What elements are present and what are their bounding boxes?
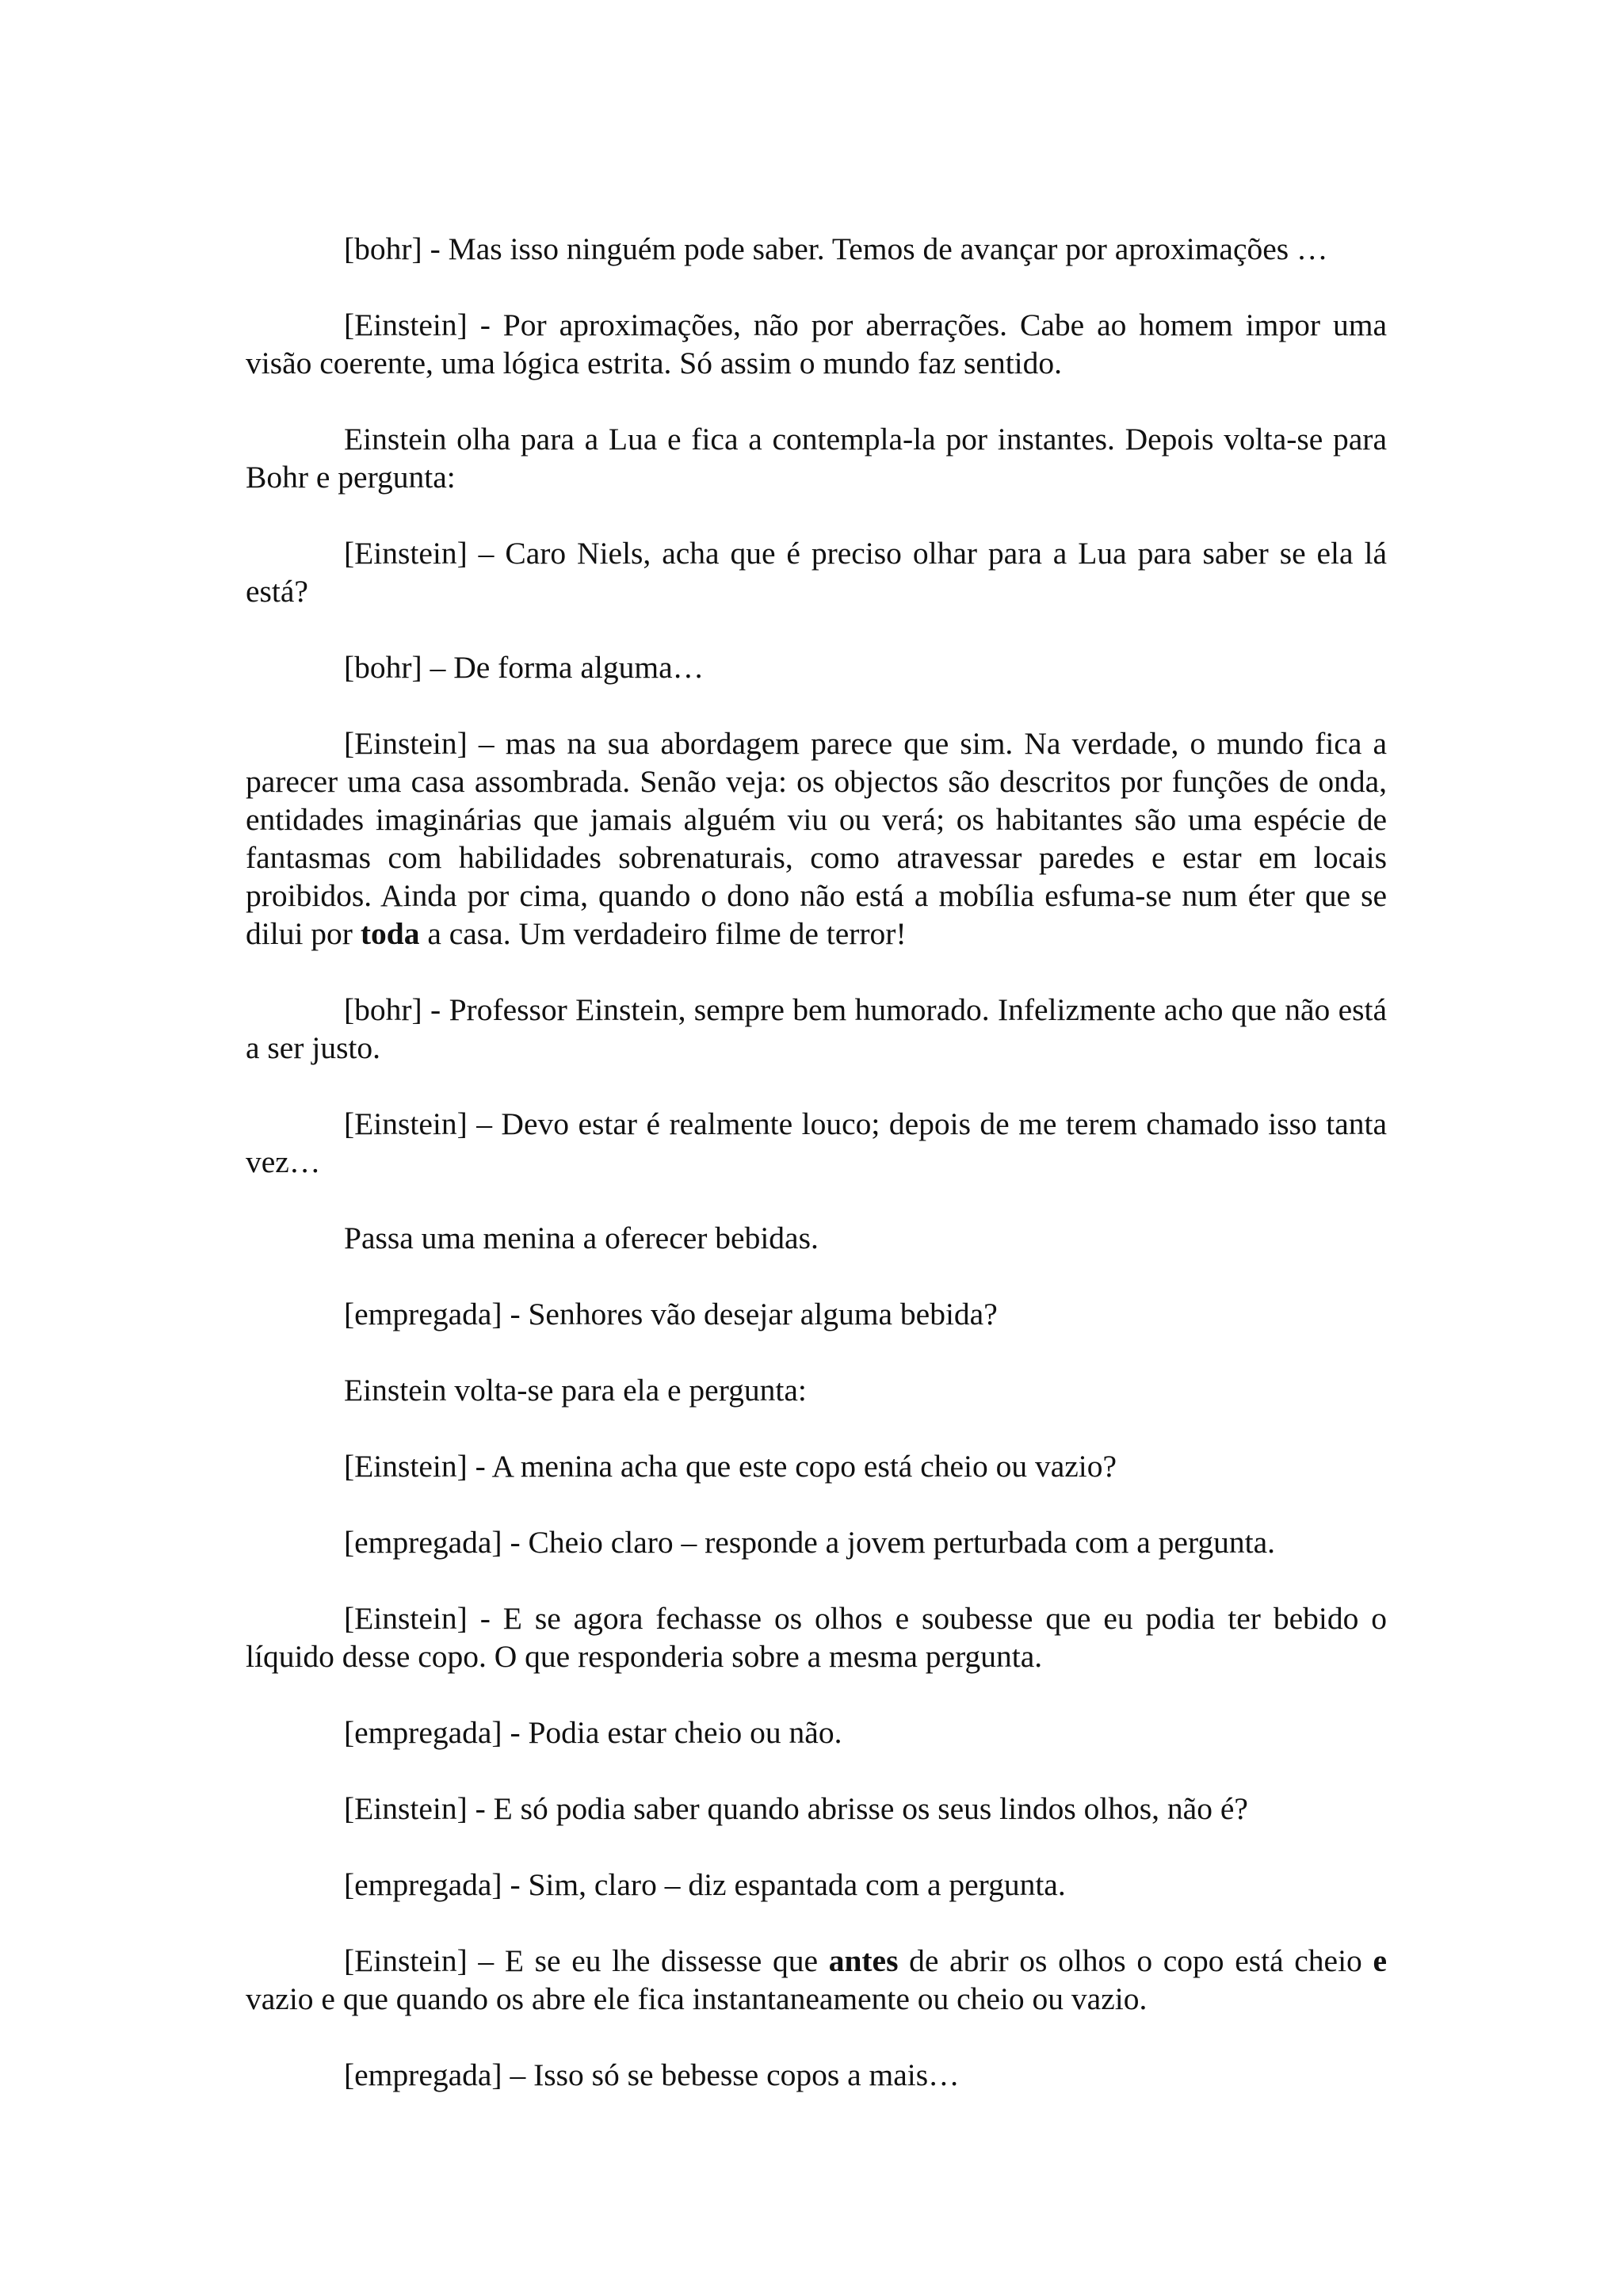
paragraph-text: [Einstein] - E só podia saber quando abrisse os seus lindos olhos, não é? bbox=[344, 1791, 1248, 1826]
bold-text: e bbox=[1373, 1943, 1388, 1978]
paragraph-text: [Einstein] – Devo estar é realmente louco; depois de me terem chamado isso tanta vez… bbox=[246, 1106, 1387, 1179]
paragraph-text: [Einstein] – E se eu lhe dissesse que bbox=[344, 1943, 829, 1978]
paragraph-19 bbox=[246, 2056, 1387, 2094]
paragraph-15 bbox=[246, 1713, 1387, 1752]
paragraph-text: [bohr] – De forma alguma… bbox=[344, 650, 705, 685]
bold-text: toda bbox=[360, 916, 420, 951]
bold-text: antes bbox=[828, 1943, 899, 1978]
paragraph-text: [Einstein] – mas na sua abordagem parece que sim. Na verdade, o mundo fica a parecer uma casa assombrada. Senão veja: os objectos são descritos por funções de onda, entidades imaginárias que jamais alguém viu ou verá; os habitantes são uma espécie de fantasmas com habilidades sobrenaturais, como atravessar paredes e estar em locais proibidos. Ainda por cima, quando o dono não está a mobília esfuma-se num éter que se dilui por bbox=[246, 726, 1387, 951]
paragraph-9 bbox=[246, 1219, 1387, 1257]
paragraph-text: [Einstein] - Por aproximações, não por aberrações. Cabe ao homem impor uma visão coerente, uma lógica estrita. Só assim o mundo faz sentido. bbox=[246, 308, 1387, 380]
paragraph-16 bbox=[246, 1790, 1387, 1828]
paragraph-5 bbox=[246, 648, 1387, 686]
paragraph-8 bbox=[246, 1105, 1387, 1181]
document-body bbox=[246, 230, 1387, 2132]
paragraph-7 bbox=[246, 991, 1387, 1067]
paragraph-text: Einstein volta-se para ela e pergunta: bbox=[344, 1373, 807, 1408]
paragraph-4 bbox=[246, 534, 1387, 610]
paragraph-6 bbox=[246, 724, 1387, 953]
paragraph-text: [bohr] - Mas isso ninguém pode saber. Temos de avançar por aproximações … bbox=[344, 231, 1328, 266]
paragraph-10 bbox=[246, 1295, 1387, 1333]
paragraph-1 bbox=[246, 230, 1387, 268]
paragraph-14 bbox=[246, 1599, 1387, 1675]
paragraph-text: vazio e que quando os abre ele fica instantaneamente ou cheio ou vazio. bbox=[246, 1981, 1148, 2016]
paragraph-text: [empregada] – Isso só se bebesse copos a mais… bbox=[344, 2057, 960, 2092]
paragraph-text: [empregada] - Podia estar cheio ou não. bbox=[344, 1715, 842, 1750]
paragraph-text: [bohr] - Professor Einstein, sempre bem humorado. Infelizmente acho que não está a ser justo. bbox=[246, 992, 1387, 1065]
paragraph-17 bbox=[246, 1866, 1387, 1904]
paragraph-2 bbox=[246, 306, 1387, 382]
paragraph-text: [empregada] - Senhores vão desejar alguma bebida? bbox=[344, 1297, 998, 1331]
paragraph-12 bbox=[246, 1447, 1387, 1485]
paragraph-text: de abrir os olhos o copo está cheio bbox=[898, 1943, 1373, 1978]
paragraph-text: Passa uma menina a oferecer bebidas. bbox=[344, 1221, 819, 1255]
paragraph-text: [Einstein] - E se agora fechasse os olhos e soubesse que eu podia ter bebido o líquido desse copo. O que responderia sobre a mesma pergunta. bbox=[246, 1601, 1387, 1674]
paragraph-3 bbox=[246, 420, 1387, 496]
paragraph-text: [Einstein] – Caro Niels, acha que é preciso olhar para a Lua para saber se ela lá está? bbox=[246, 536, 1387, 609]
paragraph-18 bbox=[246, 1942, 1387, 2018]
paragraph-text: a casa. Um verdadeiro filme de terror! bbox=[419, 916, 907, 951]
paragraph-text: [empregada] - Sim, claro – diz espantada com a pergunta. bbox=[344, 1867, 1066, 1902]
paragraph-text: [empregada] - Cheio claro – responde a jovem perturbada com a pergunta. bbox=[344, 1525, 1276, 1560]
paragraph-13 bbox=[246, 1523, 1387, 1561]
paragraph-text: Einstein olha para a Lua e fica a contempla-la por instantes. Depois volta-se para Bohr e pergunta: bbox=[246, 422, 1387, 495]
paragraph-11 bbox=[246, 1371, 1387, 1409]
paragraph-text: [Einstein] - A menina acha que este copo está cheio ou vazio? bbox=[344, 1449, 1117, 1484]
